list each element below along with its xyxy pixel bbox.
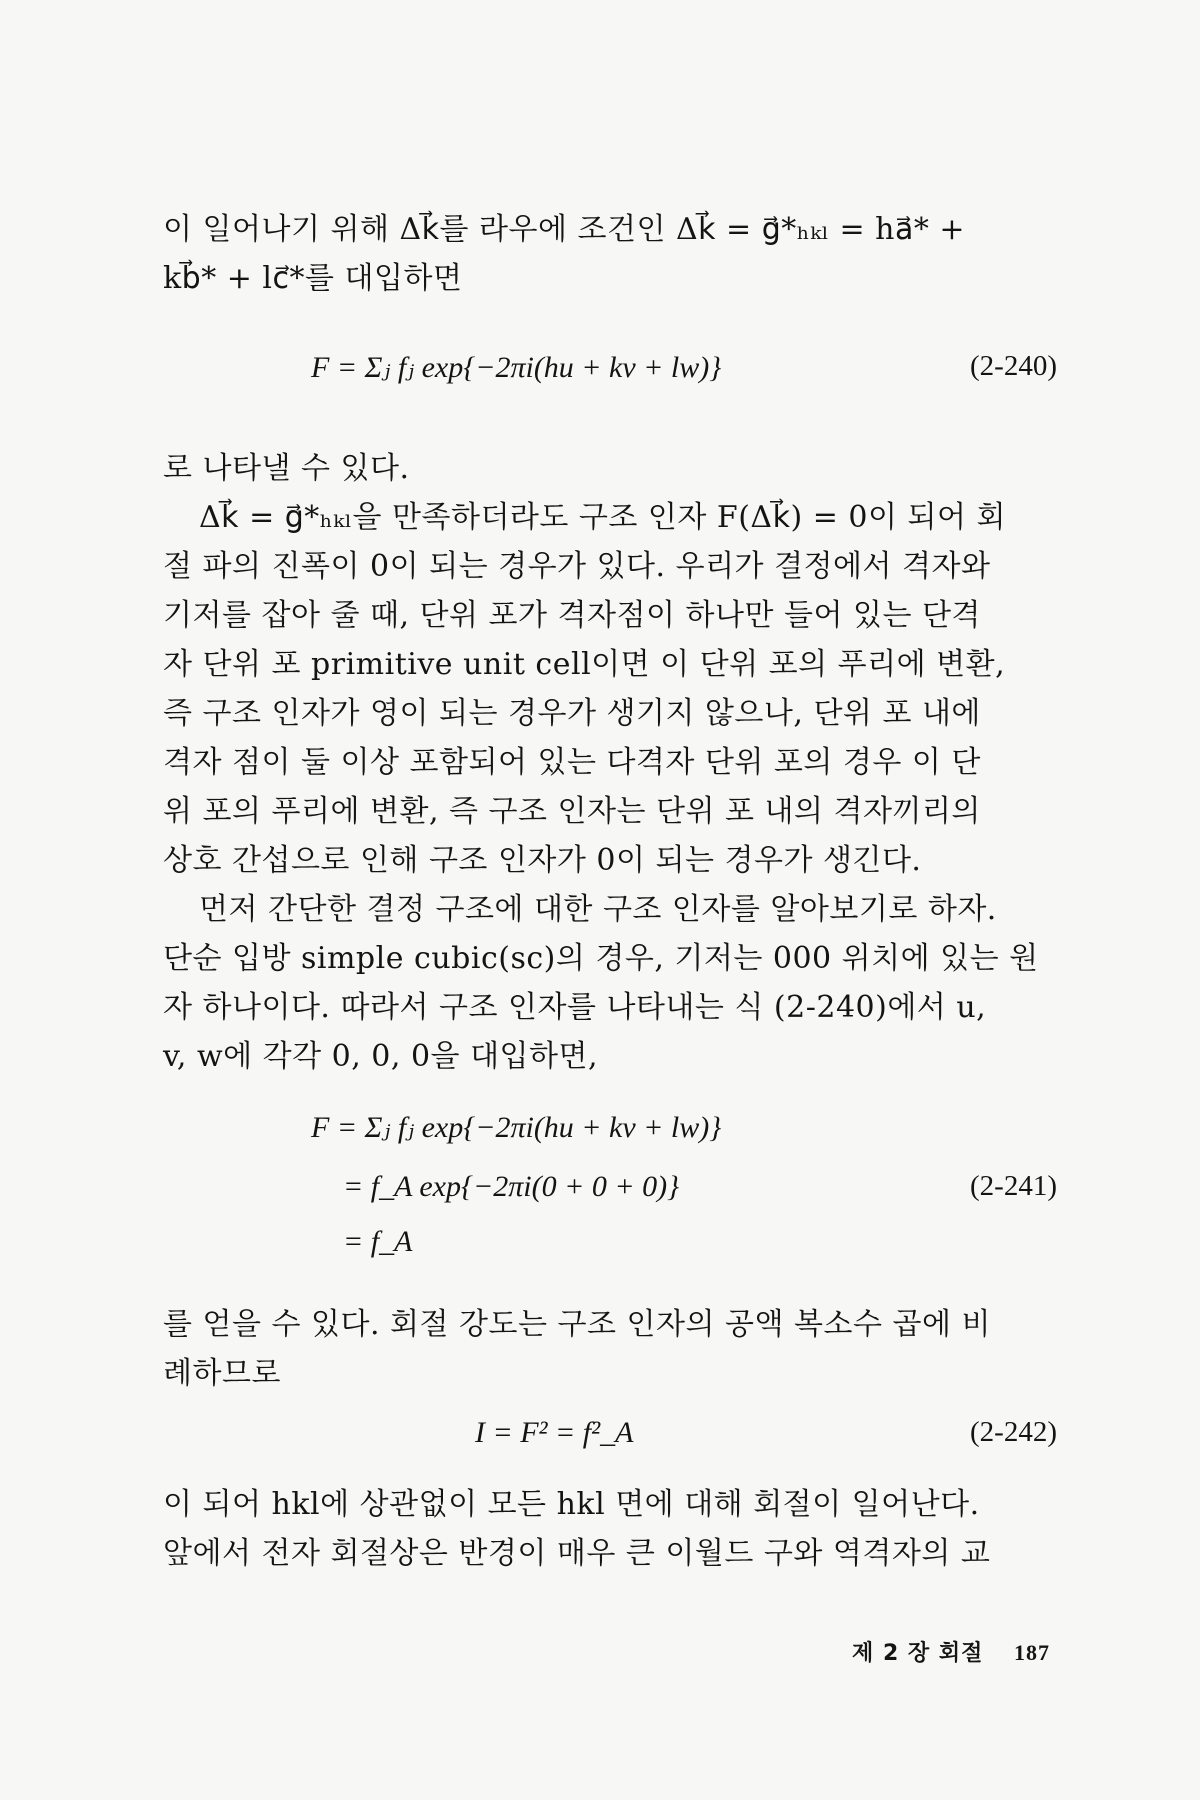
equation-text: = f_A exp{−2πi(0 + 0 + 0)}: [343, 1170, 680, 1203]
paragraph-1: [163, 205, 1057, 303]
equation-2-241-line-3: [163, 1225, 1057, 1277]
equation-text: I = F² = f²_A: [475, 1416, 634, 1449]
equation-2-241-line-1: [163, 1110, 1057, 1162]
paragraph-6: [163, 1480, 1057, 1578]
text-line: Δk⃗ = g⃗*ₕₖₗ을 만족하더라도 구조 인자 F(Δk⃗) = 0이 되어 회: [199, 500, 1006, 535]
text-line: 로 나타낼 수 있다.: [163, 451, 410, 486]
text-line: 격자 점이 둘 이상 포함되어 있는 다격자 단위 포의 경우 이 단: [163, 745, 981, 780]
page-number: 187: [1014, 1640, 1050, 1665]
text-line: 이 일어나기 위해 Δk⃗를 라우에 조건인 Δk⃗ = g⃗*ₕₖₗ = ha⃗* +: [163, 212, 966, 247]
equation-number: (2-241): [970, 1170, 1057, 1202]
text-line: 를 얻을 수 있다. 회절 강도는 구조 인자의 공액 복소수 곱에 비: [163, 1307, 991, 1342]
text-line: 먼저 간단한 결정 구조에 대한 구조 인자를 알아보기로 하자.: [199, 892, 997, 927]
paragraph-5: [163, 1300, 1057, 1398]
chapter-label: 제 2 장 회절: [852, 1641, 984, 1666]
paragraph-2: [163, 444, 1057, 493]
text-line: 상호 간섭으로 인해 구조 인자가 0이 되는 경우가 생긴다.: [163, 843, 922, 878]
text-line: 기저를 잡아 줄 때, 단위 포가 격자점이 하나만 들어 있는 단격: [163, 598, 981, 633]
text-line: 례하므로: [163, 1356, 281, 1391]
text-line: 앞에서 전자 회절상은 반경이 매우 큰 이월드 구와 역격자의 교: [163, 1536, 991, 1571]
text-line: 자 단위 포 primitive unit cell이면 이 단위 포의 푸리에 변환,: [163, 647, 1006, 682]
equation-2-240: [163, 350, 1057, 402]
text-line: 자 하나이다. 따라서 구조 인자를 나타내는 식 (2-240)에서 u,: [163, 990, 987, 1025]
text-line: kb⃗* + lc⃗*를 대입하면: [163, 261, 463, 296]
equation-2-241-line-2: [163, 1170, 1057, 1222]
paragraph-4: [163, 885, 1057, 1081]
equation-text: F = Σⱼ fⱼ exp{−2πi(hu + kv + lw)}: [311, 1111, 722, 1144]
text-line: 단순 입방 simple cubic(sc)의 경우, 기저는 000 위치에 있는 원: [163, 941, 1039, 976]
equation-number: (2-240): [970, 350, 1057, 382]
text-line: 절 파의 진폭이 0이 되는 경우가 있다. 우리가 결정에서 격자와: [163, 549, 991, 584]
page-footer: [852, 1636, 1050, 1667]
equation-2-242: [163, 1416, 1057, 1468]
equation-text: F = Σⱼ fⱼ exp{−2πi(hu + kv + lw)}: [311, 351, 722, 384]
equation-text: = f_A: [343, 1225, 413, 1258]
text-line: v, w에 각각 0, 0, 0을 대입하면,: [163, 1039, 599, 1074]
text-line: 이 되어 hkl에 상관없이 모든 hkl 면에 대해 회절이 일어난다.: [163, 1487, 980, 1522]
equation-number: (2-242): [970, 1416, 1057, 1448]
text-line: 위 포의 푸리에 변환, 즉 구조 인자는 단위 포 내의 격자끼리의: [163, 794, 981, 829]
paragraph-3: [163, 493, 1057, 885]
text-line: 즉 구조 인자가 영이 되는 경우가 생기지 않으나, 단위 포 내에: [163, 696, 981, 731]
